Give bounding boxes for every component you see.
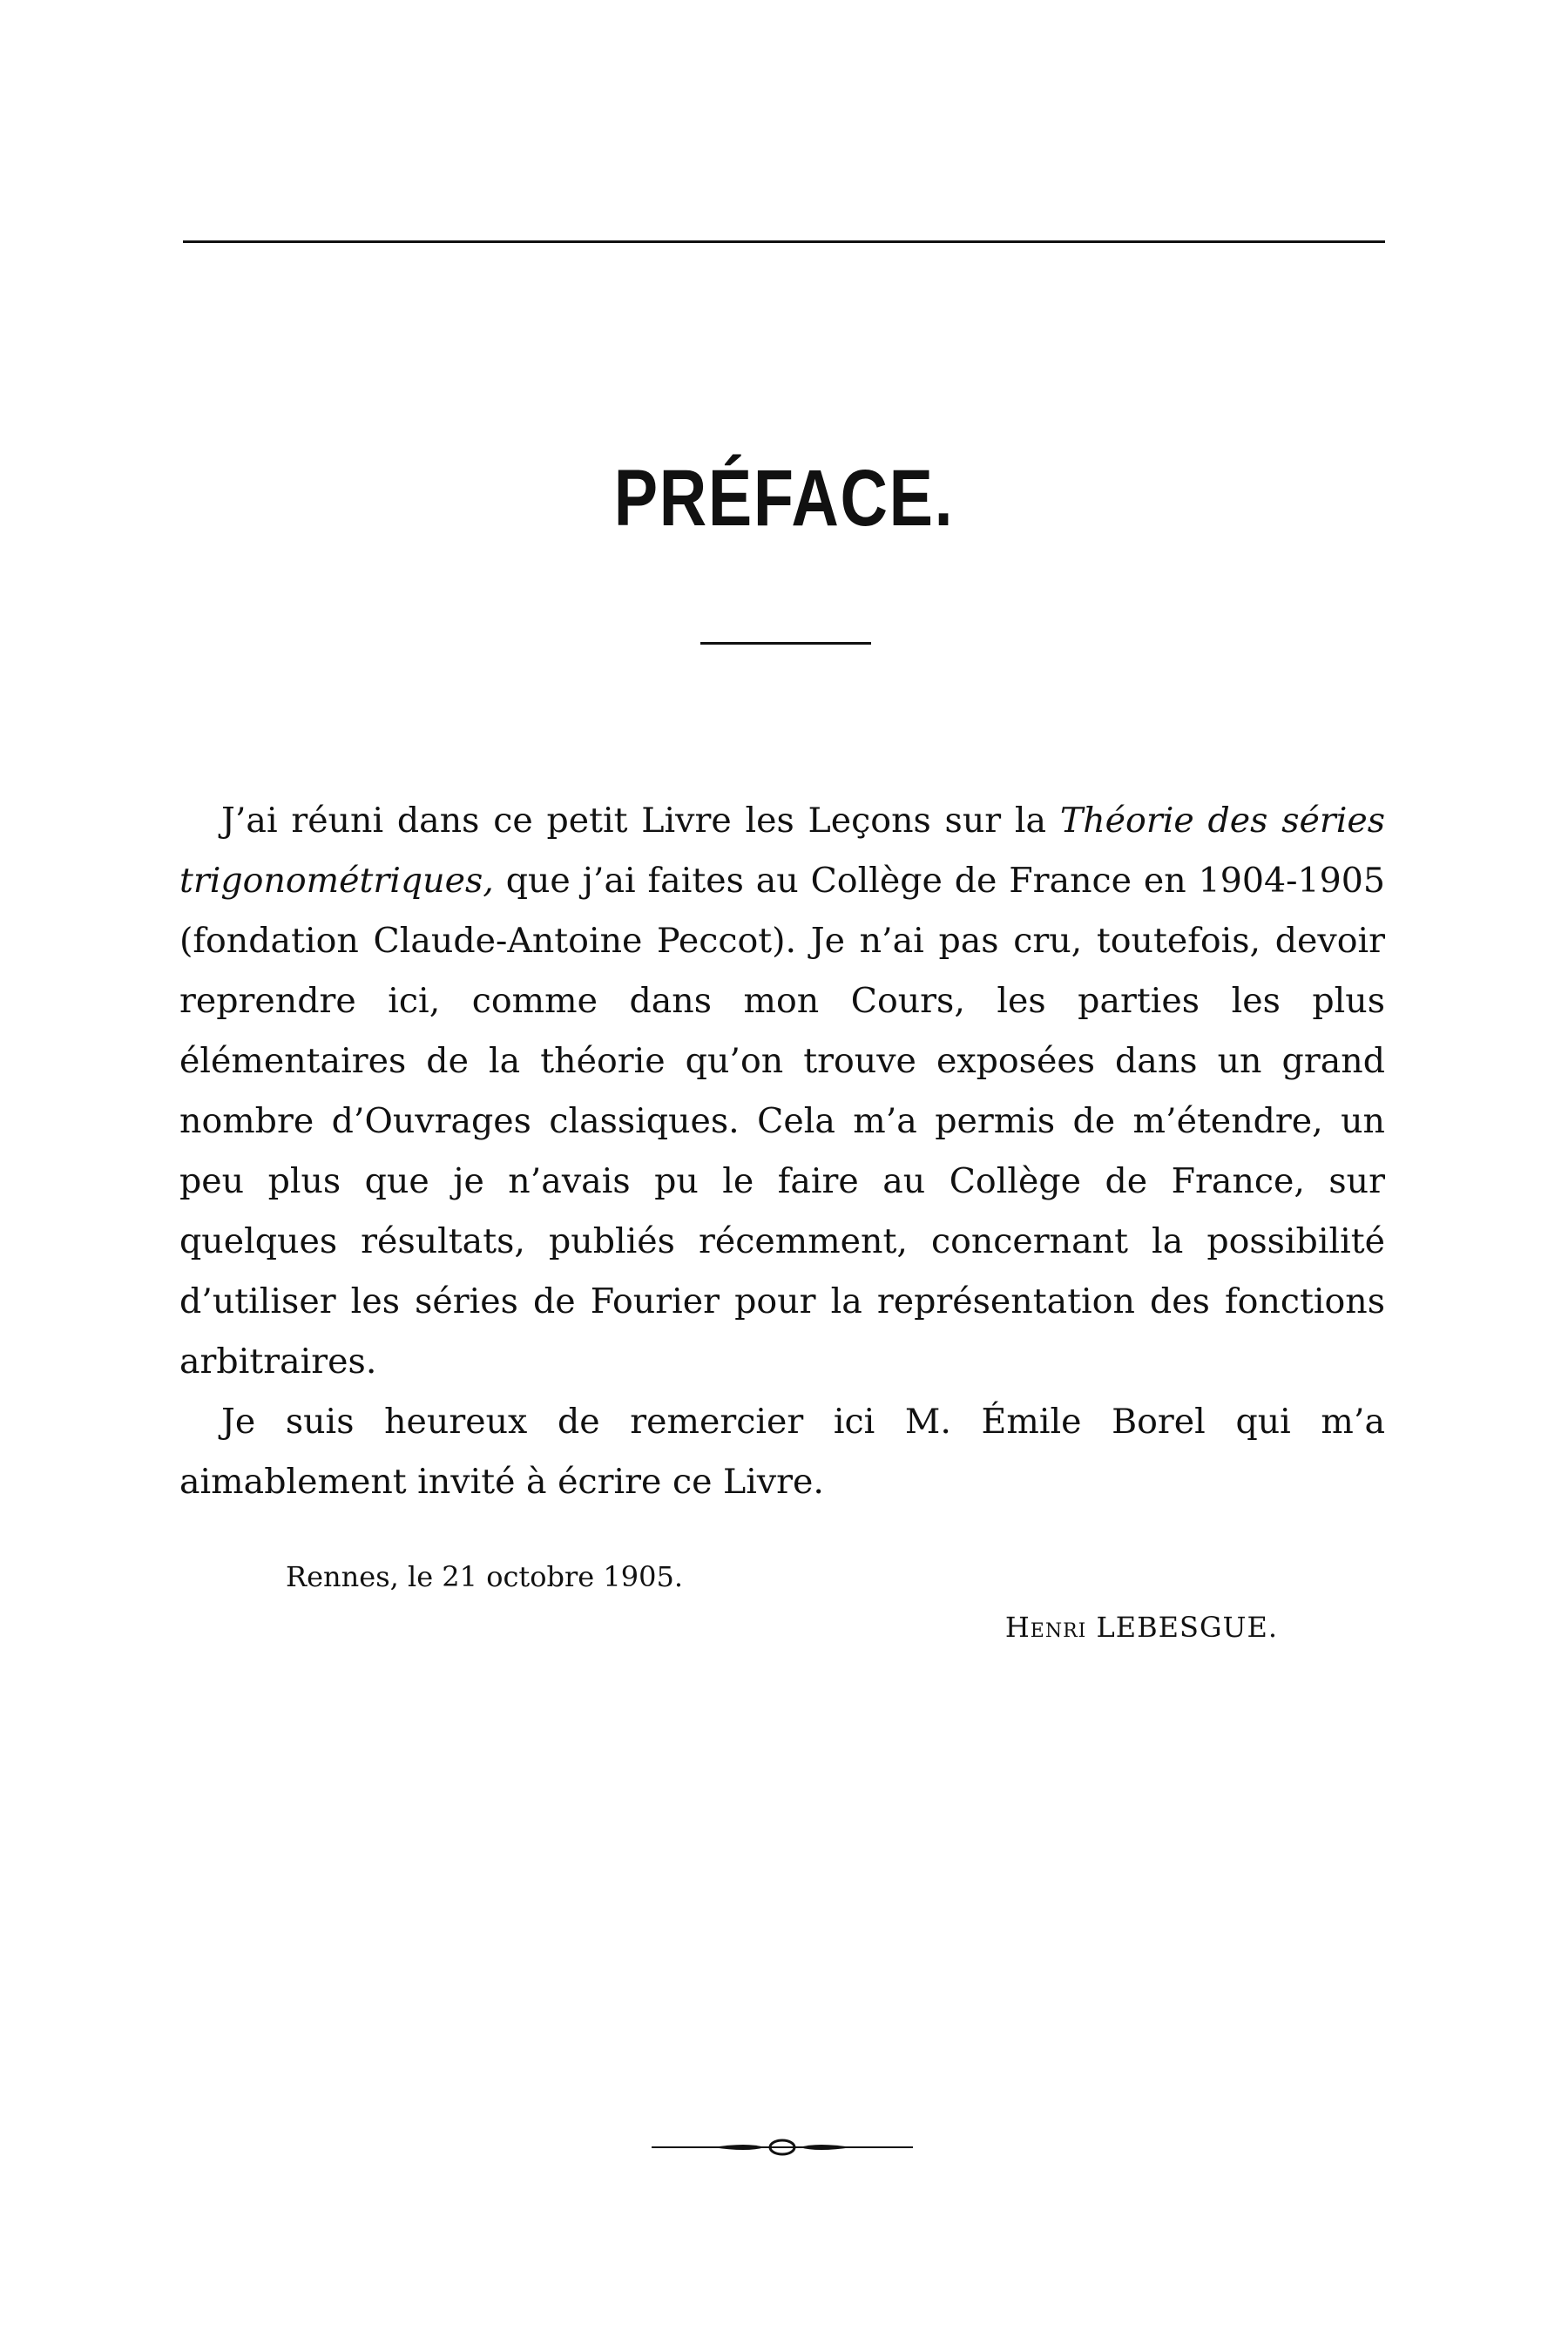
paragraph-1 xyxy=(179,791,1385,1392)
tailpiece-ornament-icon xyxy=(652,2134,913,2160)
signature xyxy=(1005,1610,1278,1645)
page-title: PRÉFACE. xyxy=(613,454,955,543)
header-rule xyxy=(183,240,1385,243)
signature-last-name: LEBESGUE. xyxy=(1096,1611,1278,1644)
place-date: Rennes, le 21 octobre 1905. xyxy=(286,1560,683,1593)
paragraph-2: Je suis heureux de remercier ici M. Émile Borel qui m’a aimablement invité à écrire ce Livre. xyxy=(179,1402,1385,1502)
book-title-italic: Théorie des séries trigonométriques, xyxy=(179,801,1385,901)
paragraph-1-rest: que j’ai faites au Collège de France en 1904-1905 (fondation Claude-Antoine Peccot). Je n’ai pas cru, toutefois, devoir reprendre ici, comme dans mon Cours, les parties les plus élémentaires de la théorie qu’on trouve exposées dans un grand nombre d’Ouvrages classiques. Cela m’a permis de m’étendre, un peu plus que je n’avais pu le faire au Collège de France, sur quelques résultats, publiés récemment, concernant la possibilité d’utiliser les séries de Fourier pour la représentation des fonctions arbitraires. xyxy=(179,861,1385,1382)
title-divider xyxy=(700,642,871,645)
signature-first-name: Henri xyxy=(1004,1611,1087,1644)
preface-body xyxy=(179,791,1385,1512)
paragraph-1-start: J’ai réuni dans ce petit Livre les Leçons sur la xyxy=(221,801,1060,841)
